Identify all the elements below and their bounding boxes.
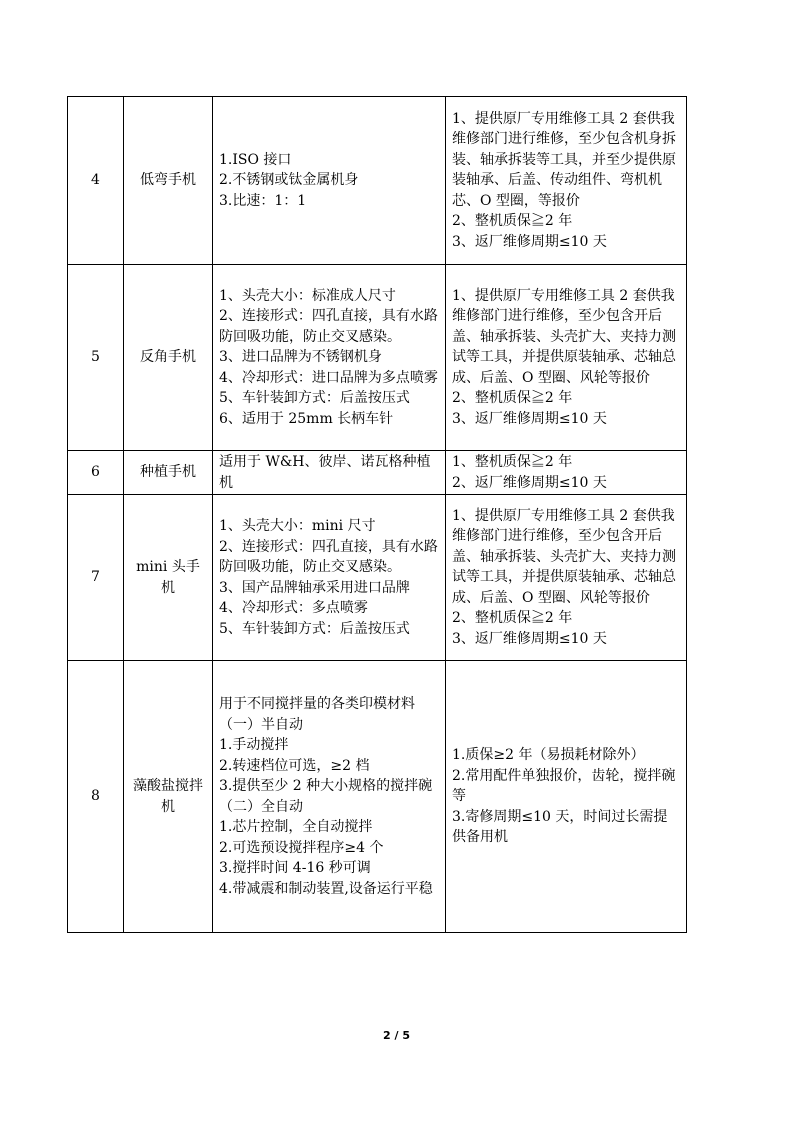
service-line: 2、整机质保≧2 年 — [452, 610, 573, 627]
item-specification — [213, 451, 446, 495]
spec-line: （一）半自动 — [219, 716, 303, 733]
item-service-terms — [446, 495, 687, 661]
spec-line: 3.提供至少 2 种大小规格的搅拌碗 — [219, 778, 433, 794]
service-line: 2、返厂维修周期≤10 天 — [452, 474, 607, 491]
item-specification — [213, 97, 446, 265]
spec-line: 4、冷却形式：进口品牌为多点喷雾 — [219, 369, 438, 386]
service-line: 2.常用配件单独报价，齿轮，搅拌碗等 — [452, 767, 676, 805]
item-number: 8 — [68, 661, 124, 933]
page-number: 2 / 5 — [383, 1029, 410, 1042]
table-body — [68, 97, 687, 933]
item-service-terms — [446, 451, 687, 495]
spec-line: 1.ISO 接口 — [219, 151, 292, 168]
spec-line: （二）全自动 — [219, 798, 303, 815]
item-number: 7 — [68, 495, 124, 661]
spec-line: 4.带减震和制动装置,设备运行平稳 — [219, 880, 433, 897]
item-service-terms — [446, 661, 687, 933]
spec-line: 5、车针装卸方式：后盖按压式 — [219, 390, 410, 407]
spec-line: 适用于 W&H、彼岸、诺瓦格种植机 — [219, 454, 431, 491]
spec-line: 4、冷却形式：多点喷雾 — [219, 600, 368, 616]
service-line: 1、整机质保≧2 年 — [452, 454, 573, 470]
table-row — [68, 495, 687, 661]
item-name: 种植手机 — [124, 451, 213, 495]
item-service-terms — [446, 265, 687, 451]
spec-line: 1、头壳大小：标准成人尺寸 — [219, 287, 396, 304]
item-name: 反角手机 — [124, 265, 213, 451]
specification-table — [67, 96, 687, 933]
spec-line: 1.手动搅拌 — [219, 737, 289, 753]
spec-line: 1.芯片控制，全自动搅拌 — [219, 819, 373, 835]
service-line: 3.寄修周期≤10 天，时间过长需提供备用机 — [452, 808, 668, 846]
spec-line: 3、进口品牌为不锈钢机身 — [219, 349, 382, 366]
item-specification — [213, 495, 446, 661]
service-line: 1.质保≥2 年（易损耗材除外） — [452, 747, 645, 764]
item-service-terms — [446, 97, 687, 265]
service-line: 2、整机质保≧2 年 — [452, 390, 573, 407]
item-name: 低弯手机 — [124, 97, 213, 265]
spec-line: 5、车针装卸方式：后盖按压式 — [219, 620, 410, 637]
table-row — [68, 451, 687, 495]
service-line: 3、返厂维修周期≤10 天 — [452, 630, 607, 647]
service-line: 1、提供原厂专用维修工具 2 套供我维修部门进行维修，至少包含开后盖、轴承拆装、头壳扩大、夹持力测试等工具，并提供原装轴承、芯轴总成、后盖、O 型圈、风轮等报价 — [452, 287, 676, 386]
spec-line: 3.比速：1：1 — [219, 192, 307, 209]
item-name: 藻酸盐搅拌机 — [124, 661, 213, 933]
table-row — [68, 97, 687, 265]
item-number: 6 — [68, 451, 124, 495]
item-number: 5 — [68, 265, 124, 451]
spec-line: 2.转速档位可选，≥2 档 — [219, 757, 370, 774]
spec-line: 用于不同搅拌量的各类印模材料 — [219, 696, 415, 712]
item-specification — [213, 265, 446, 451]
spec-line: 2、连接形式：四孔直接，具有水路防回吸功能，防止交叉感染。 — [219, 538, 438, 575]
spec-line: 2、连接形式：四孔直接，具有水路防回吸功能，防止交叉感染。 — [219, 308, 438, 345]
item-specification — [213, 661, 446, 933]
service-line: 2、整机质保≧2 年 — [452, 213, 573, 230]
spec-line: 2.可选预设搅拌程序≥4 个 — [219, 839, 384, 856]
spec-line: 2.不锈钢或钛金属机身 — [219, 172, 359, 189]
spec-line: 3、国产品牌轴承采用进口品牌 — [219, 579, 410, 596]
service-line: 3、返厂维修周期≤10 天 — [452, 233, 607, 250]
service-line: 1、提供原厂专用维修工具 2 套供我维修部门进行维修，至少包含机身拆装、轴承拆装等工具，并至少提供原装轴承、后盖、传动组件、弯机机芯、O 型圈，等报价 — [452, 110, 676, 209]
item-name: mini 头手机 — [124, 495, 213, 661]
service-line: 3、返厂维修周期≤10 天 — [452, 410, 607, 427]
table-row — [68, 661, 687, 933]
spec-line: 3.搅拌时间 4-16 秒可调 — [219, 860, 371, 876]
service-line: 1、提供原厂专用维修工具 2 套供我维修部门进行维修，至少包含开后盖、轴承拆装、头壳扩大、夹持力测试等工具，并提供原装轴承、芯轴总成、后盖、O 型圈、风轮等报价 — [452, 507, 676, 606]
spec-line: 1、头壳大小：mini 尺寸 — [219, 518, 376, 534]
item-number: 4 — [68, 97, 124, 265]
table-row — [68, 265, 687, 451]
spec-line: 6、适用于 25mm 长柄车针 — [219, 410, 394, 427]
